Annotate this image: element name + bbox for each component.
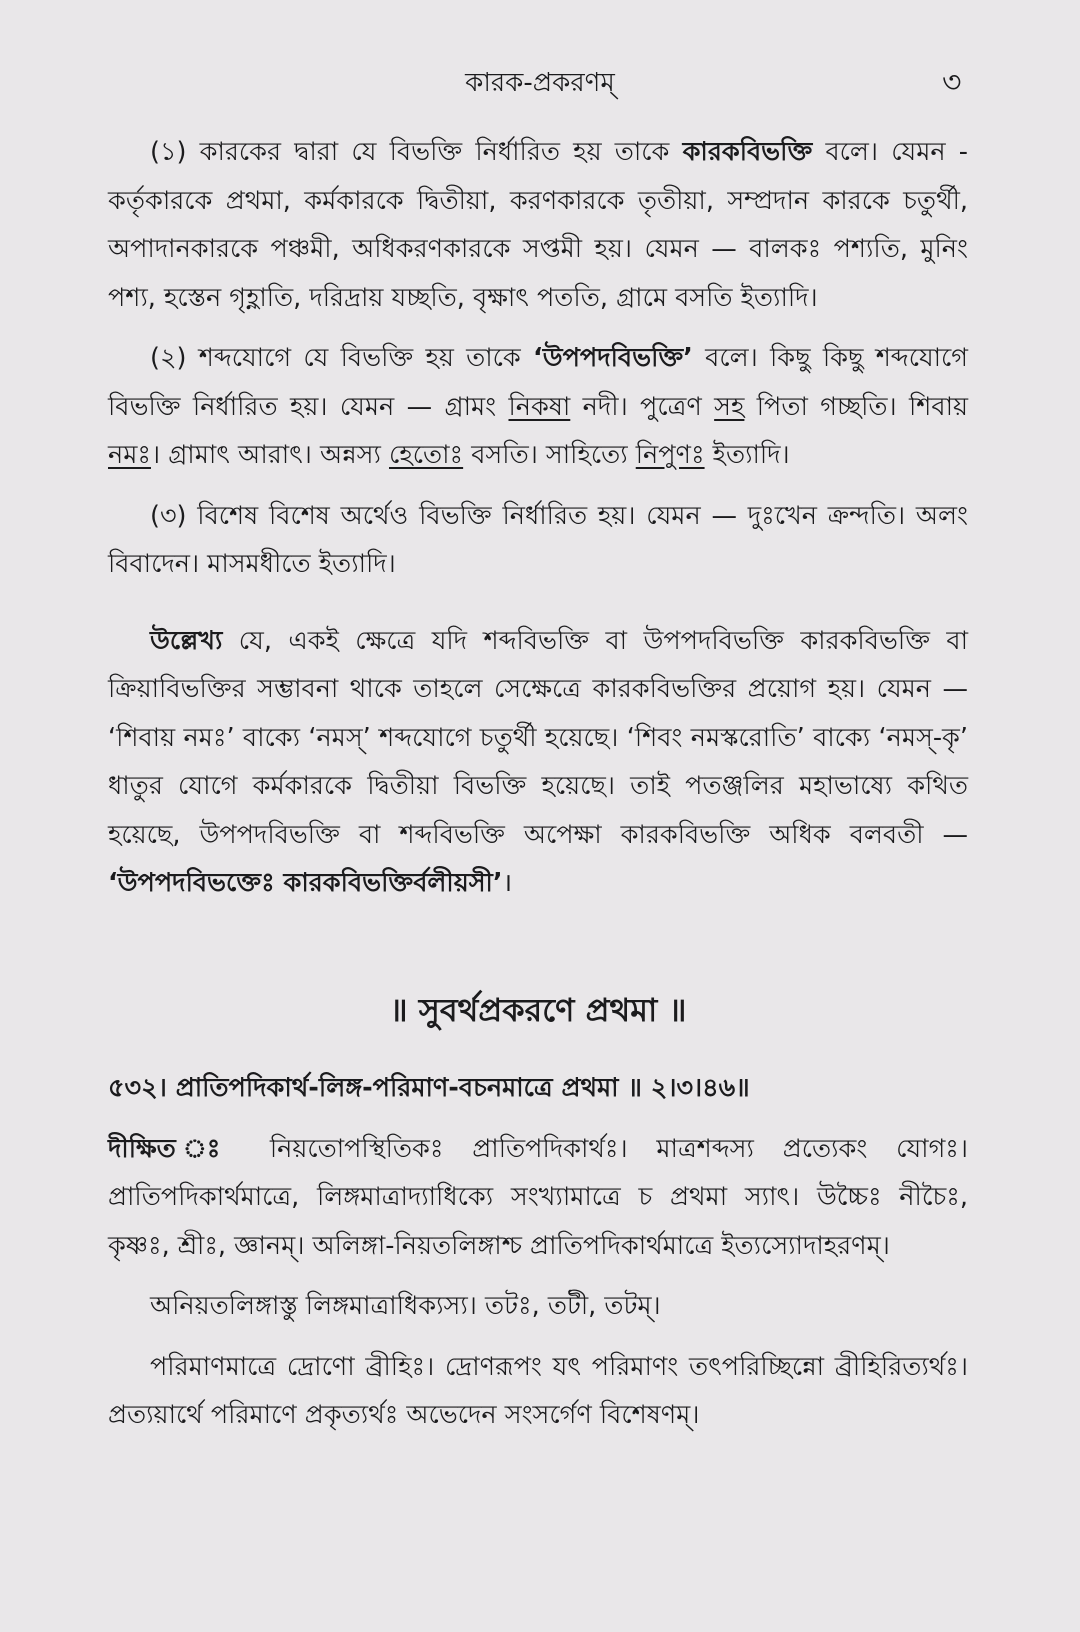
dikshita-label: দীক্ষিত ঃ — [108, 1133, 242, 1164]
text-run: বসতি। সাহিত্যে — [463, 440, 636, 470]
paragraph-karaka-vibhakti — [108, 128, 968, 322]
paragraph-special-meaning — [108, 492, 968, 589]
text-run: (১) কারকের দ্বারা যে বিভক্তি নির্ধারিত হয় তাকে — [150, 137, 683, 167]
underlined-word: নিকষা — [508, 391, 571, 422]
text-run: যে, একই ক্ষেত্রে যদি শব্দবিভক্তি বা উপপদবিভক্তি কারকবিভক্তি বা ক্রিয়াবিভক্তির সম্ভাবনা থাকে তাহলে সেক্ষেত্রে কারকবিভক্তির প্রয়োগ হয়। যেমন — ‘শিবায় নমঃ’ বাক্যে ‘নমস্’ শব্দযোগে চতুর্থী হয়েছে। ‘শিবং নমস্করোতি’ বাক্যে ‘নমস্-কৃ’ ধাতুর যোগে কর্মকারকে দ্বিতীয়া বিভক্তি হয়েছে। তাই পতঞ্জলির মহাভাষ্যে কথিত হয়েছে, উপপদবিভক্তি বা শব্দবিভক্তি অপেক্ষা কারকবিভক্তি অধিক বলবতী — — [108, 625, 968, 850]
paragraph-note — [108, 617, 968, 908]
underlined-word: নমঃ — [108, 440, 151, 470]
text-run: (৩) বিশেষ বিশেষ অর্থেও বিভক্তি নির্ধারিত হয়। যেমন — দুঃখেন ক্রন্দতি। অলং বিবাদেন। মাসমধীতে ইত্যাদি। — [108, 500, 968, 579]
sutra-heading: ৫৩২। প্রাতিপদিকার্থ-লিঙ্গ-পরিমাণ-বচনমাত্রে প্রথমা ॥ ২।৩।৪৬॥ — [108, 1073, 750, 1103]
text-run: পরিমাণমাত্রে দ্রোণো ব্রীহিঃ। দ্রোণরূপং যৎ পরিমাণং তৎপরিচ্ছিন্নো ব্রীহিরিত্যর্থঃ। প্রত্যয়ার্থে পরিমাণে প্রকৃত্যর্থঃ অভেদেন সংসর্গেণ বিশেষণম্। — [108, 1351, 968, 1430]
underlined-word: নিপুণঃ — [635, 440, 705, 470]
paragraph-dikshita — [108, 1125, 968, 1271]
text-run: নদী। পুত্রেণ — [570, 391, 715, 422]
text-run: বলে। যেমন - কর্তৃকারকে প্রথমা, কর্মকারকে দ্বিতীয়া, করণকারকে তৃতীয়া, সম্প্রদান কারকে চতুর্থী, অপাদানকারকে পঞ্চমী, অধিকরণকারকে সপ্তমী হয়। যেমন — বালকঃ পশ্যতি, মুনিং পশ্য, হস্তেন গৃহ্ণাতি, দরিদ্রায় যচ্ছতি, বৃক্ষাৎ পততি, গ্রামে বসতি ইত্যাদি। — [108, 137, 968, 313]
paragraph-upapada-vibhakti — [108, 334, 968, 480]
text-run: অনিয়তলিঙ্গাস্তু লিঙ্গমাত্রাধিক্যস্য। তটঃ, তটী, তটম্। — [150, 1291, 661, 1321]
text-run: । গ্রামাৎ আরাৎ। অন্নস্য — [150, 440, 389, 470]
text-run: (২) শব্দযোগে যে বিভক্তি হয় তাকে — [150, 343, 534, 373]
underlined-word: সহ — [714, 391, 745, 422]
quoted-maxim: ‘উপপদবিভক্তেঃ কারকবিভক্তির্বলীয়সী’ — [108, 868, 503, 898]
text-run: বলে। কিছু কিছু শব্দযোগে বিভক্তি নির্ধারিত হয়। যেমন — গ্রামং — [108, 343, 968, 422]
page-body — [108, 128, 968, 1452]
text-run: । — [502, 868, 513, 898]
term-upapada-vibhakti: ‘উপপদবিভক্তি’ — [533, 343, 693, 373]
underlined-word: হেতোঃ — [389, 440, 464, 470]
running-title: কারক-প্রকরণম্ — [465, 68, 615, 98]
text-run: ইত্যাদি। — [704, 440, 790, 470]
paragraph-parimana — [108, 1343, 968, 1440]
paragraph-aniyata-linga — [108, 1282, 968, 1331]
page-number: ৩ — [942, 65, 962, 100]
text-run: নিয়তোপস্থিতিকঃ প্রাতিপদিকার্থঃ। মাত্রশব্দস্য প্রত্যেকং যোগঃ। প্রাতিপদিকার্থমাত্রে, লিঙ্গমাত্রাদ্যাধিক্যে সংখ্যামাত্রে চ প্রথমা স্যাৎ। উচ্চৈঃ নীচৈঃ, কৃষ্ণঃ, শ্রীঃ, জ্ঞানম্। অলিঙ্গা-নিয়তলিঙ্গাশ্চ প্রাতিপদিকার্থমাত্রে ইত্যস্যোদাহরণম্। — [108, 1133, 968, 1261]
section-title: ॥ সুবর্থপ্রকরণে প্রথমা ॥ — [389, 990, 687, 1029]
text-run: পিতা গচ্ছতি। শিবায় — [744, 391, 969, 422]
note-label: উল্লেখ্য — [150, 625, 223, 656]
term-karaka-vibhakti: কারকবিভক্তি — [682, 137, 813, 167]
